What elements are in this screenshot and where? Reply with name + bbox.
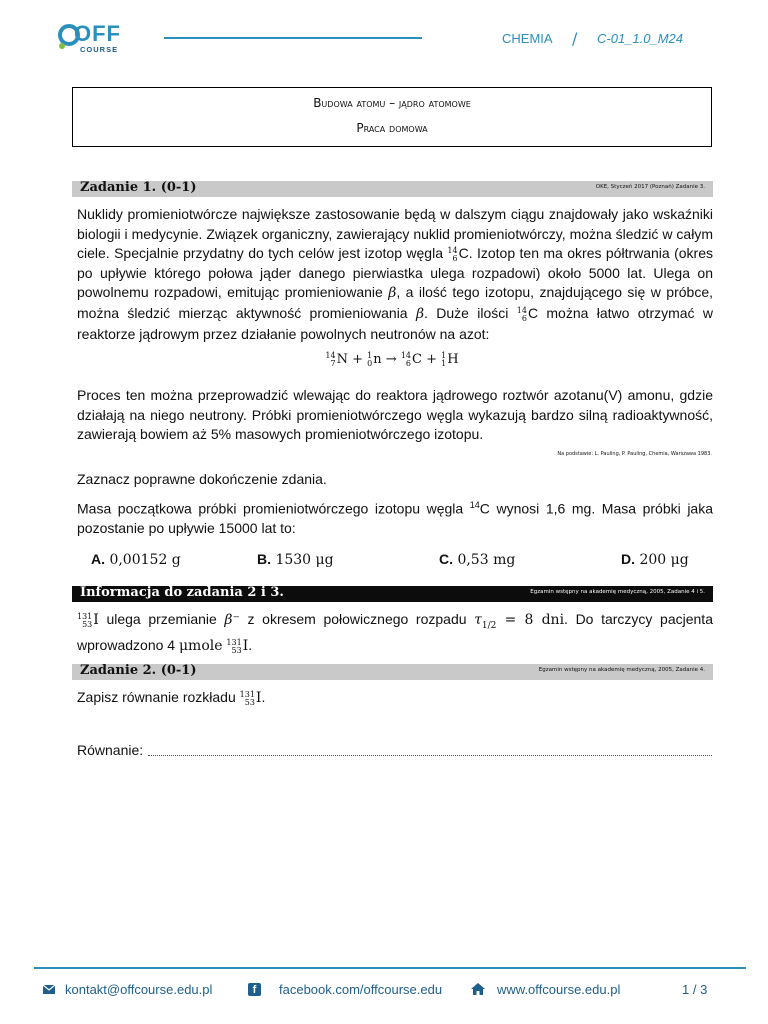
logo-dot-icon (59, 43, 65, 49)
nuclear-equation: 14 7 N + 1 0 n → 14 6 C + 1 1 H (325, 351, 459, 368)
info-paragraph: 131 53 I ulega przemianie β⁻ z okresem połowicznego rozpadu $\tau_{1/2} = 8$ dni. Do tarczycy pacjenta wprowadzono 4 μmole 131 53 I. (77, 611, 713, 656)
document-code: C-01_1.0_M24 (597, 31, 683, 46)
document-subtitle: Praca domowa (356, 121, 428, 135)
isotope-c14: 14 6 (516, 305, 527, 323)
task1-source: OKE, Styczeń 2017 (Poznań) Zadanie 3. (595, 184, 705, 190)
info-heading: Informacja do zadania 2 i 3. (80, 585, 284, 600)
footer-email[interactable]: kontakt@offcourse.edu.pl (65, 982, 213, 997)
beta-symbol: β (388, 285, 397, 302)
isotope-c14: 14 6 (400, 351, 411, 368)
footer-website[interactable]: www.offcourse.edu.pl (497, 982, 621, 997)
task1-reference: Na podstawie: L. Pauling, P. Pauling, Chemia, Warszawa 1983. (557, 451, 712, 457)
answer-label: Równanie: (77, 742, 144, 758)
answer-option-b[interactable]: B. 1530 μg (257, 551, 334, 568)
answer-option-a[interactable]: A. 0,00152 g (91, 551, 181, 568)
header-rule (164, 37, 422, 39)
isotope-i131: 131 53 (239, 690, 255, 707)
home-icon (471, 983, 485, 995)
task1-paragraph-2: Proces ten można przeprowadzić wlewając do reaktora jądrowego roztwór azotanu(V) amonu, gdzie działają na niego neutrony. Próbki promieniotwórczego węgla wykazują bardzo silną radioaktywność, zawierają bowiem aż 5% masowych promieniotwórczego izotopu. (77, 387, 713, 443)
text-run: C. Izotop ten ma okres półtrwania (okres po upływie którego połowa jąder danego pierwiastka ulega rozpadowi) około 5000 lat. Ulega on powolnemu rozpadowi, emitując promieniowanie (77, 245, 713, 301)
answer-option-d[interactable]: D. 200 μg (621, 551, 689, 568)
page-number: 1 / 3 (682, 982, 708, 997)
beta-symbol: β (415, 305, 425, 322)
text-run: Nuklidy promieniotwórcze największe zastosowanie będą w dalszym ciągu znajdowały jako wskaźniki biologii i medycynie. Związek organiczny, zawierający nuklid promieniotwórczy, można śledzić w całym ciele. Specjalnie przydatny do tych celów jest izotop węgla (77, 206, 713, 262)
header-separator: / (572, 29, 578, 48)
task1-heading: Zadanie 1. (0-1) (80, 180, 197, 195)
footer-facebook[interactable]: facebook.com/offcourse.edu (279, 982, 443, 997)
answer-option-c[interactable]: C. 0,53 mg (439, 551, 516, 568)
text-run: , a ilość tego izotopu, znajdującego się w próbce, można śledzić mierząc aktywność promieniowania (77, 284, 713, 321)
subject-label: CHEMIA (502, 31, 553, 46)
isotope-h1: 1 1 (441, 351, 447, 368)
document-title: Budowa atomu – jądro atomowe (313, 96, 471, 110)
isotope-i131: 131 53 (77, 612, 93, 629)
task2-source: Egzamin wstępny na akademię medyczną, 2005, Zadanie 4. (538, 667, 705, 673)
isotope-c14: 14 6 (447, 246, 458, 264)
logo-text: OFF (74, 21, 121, 46)
task1-question: Masa początkowa próbki promieniotwórczego izotopu węgla $^{14}$C wynosi 1,6 mg. Masa próbki jaka pozostanie po upływie 15000 lat to: (77, 500, 713, 537)
logo-subtext: COURSE (80, 45, 119, 54)
isotope-n14: 14 7 (325, 351, 336, 368)
beta-minus-symbol: β⁻ (224, 612, 240, 628)
text-run: . Duże ilości (424, 304, 517, 321)
task1-heading-bar (72, 181, 713, 197)
text-run: C można łatwo otrzymać w reaktorze jądrowym przez działanie powolnych neutronów na azot: (77, 304, 714, 342)
info-heading-bar (72, 586, 713, 602)
isotope-i131: 131 53 (226, 638, 242, 656)
facebook-icon: f (248, 983, 261, 996)
task1-paragraph-1 (77, 205, 713, 344)
info-source: Egzamin wstępny na akademię medyczną, 2005, Zadanie 4 i 5. (530, 589, 705, 595)
footer-rule (34, 967, 746, 969)
tau-symbol: τ (474, 612, 482, 628)
task1-instruction: Zaznacz poprawne dokończenie zdania. (77, 471, 327, 487)
task2-heading-bar (72, 664, 713, 680)
task2-prompt: Zapisz równanie rozkładu 131 53 I. (77, 689, 266, 707)
email-icon (43, 985, 55, 994)
task2-heading: Zadanie 2. (0-1) (80, 663, 197, 678)
answer-line[interactable] (148, 755, 712, 756)
neutron: 1 0 (367, 351, 373, 368)
